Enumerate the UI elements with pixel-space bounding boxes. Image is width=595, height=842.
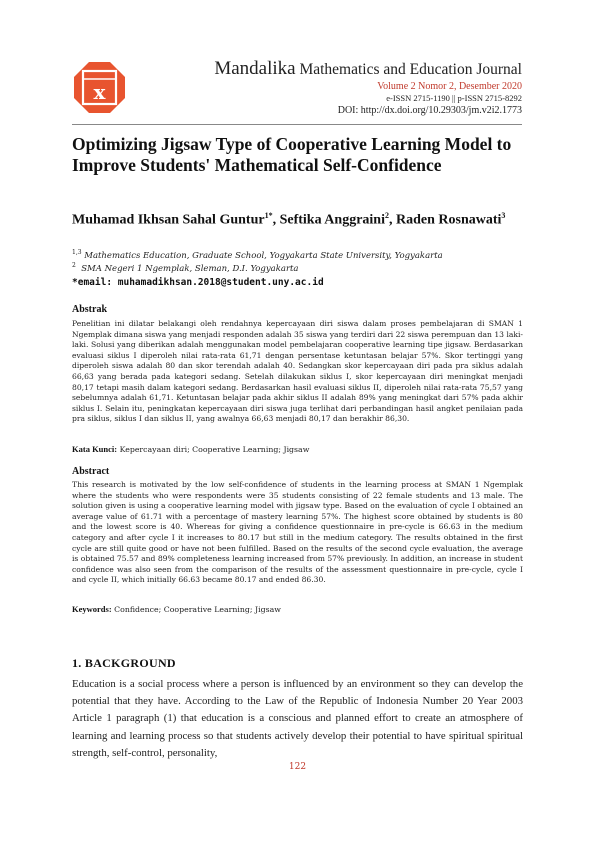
journal-logo-icon: [72, 60, 127, 115]
header-rule: [72, 124, 522, 125]
author-affiliation-mark: 2: [384, 211, 389, 220]
affiliation-mark: 1,3: [72, 249, 82, 256]
journal-issn: e-ISSN 2715-1190 || p-ISSN 2715-8292: [386, 93, 522, 103]
journal-volume: Volume 2 Nomor 2, Desember 2020: [377, 81, 522, 92]
author-affiliation-mark: 3: [501, 211, 506, 220]
keywords: [72, 604, 281, 614]
journal-name-sub: Mathematics and Education Journal: [299, 61, 522, 78]
journal-name-main: Mandalika: [214, 58, 296, 79]
paper-title: Optimizing Jigsaw Type of Cooperative Learning Model to Improve Students' Mathematical Self-Confidence: [72, 134, 512, 175]
journal-doi-link[interactable]: DOI: http://dx.doi.org/10.29303/jm.v2i2.1773: [337, 105, 522, 116]
abstrak-heading: Abstrak: [72, 304, 108, 315]
keywords-value: Confidence; Cooperative Learning; Jigsaw: [114, 605, 281, 614]
affiliation-mark: 2: [72, 262, 76, 269]
kata-kunci-value: Kepercayaan diri; Cooperative Learning; Jigsaw: [119, 445, 310, 454]
affiliation-text: SMA Negeri 1 Ngemplak, Sleman, D.I. Yogyakarta: [81, 263, 299, 274]
author-list: [72, 207, 522, 230]
journal-name: [214, 60, 522, 79]
author-affiliation-mark: 1*: [264, 211, 273, 220]
section-heading: 1. BACKGROUND: [72, 656, 176, 670]
section-body: Education is a social process where a person is influenced by an environment so they can develop the potential that they have. According to the Law of the Republic of Indonesia Number 20 Year 2003 Article 1 paragraph (1) that education is a conscious and planned effort to create an atmosphere of learning and learning process so that students actively develop their potential to have spiritual spiritual strength, self-control, personality,: [72, 678, 523, 759]
affiliation: [72, 260, 522, 275]
abstract-heading: Abstract: [72, 466, 110, 477]
page-number: 122: [288, 762, 307, 772]
author-name: , Raden Rosnawati: [388, 212, 502, 228]
abstract-body: This research is motivated by the low self-confidence of students in the learning process at SMAN 1 Ngemplak where the students who were respondents were 35 students consisting of 22 female students and 13 male. The solution given is using a cooperative learning model with jigsaw type. Based on the evaluation of cycle I obtained an average value of 61.71 with a percentage of mastery learning 57%. The highest score obtained by students is 80 and the lowest score is 40. Whereas for giving a confidence questionnaire in pre-cycle is 66.63 in the medium category and after cycle I it increases to 80.17 but still in the medium category. The results obtained in the first cycle are still quite good or have not been fulfilled. Based on the results of the second cycle evaluation, the average is obtained 75.57 and 89% completeness learning increased from 57% previously. In addition, an increase in student confidence was also seen from the comparison of the results of the assessment questionnaire in pre-cycle, cycle I and cycle II, which initially 66.63 became 80.17 and ended 86.30.: [72, 480, 523, 585]
corresponding-email[interactable]: *email: muhamadikhsan.2018@student.uny.ac.id: [72, 277, 324, 288]
affiliation-text: Mathematics Education, Graduate School, Yogyakarta State University, Yogyakarta: [84, 250, 443, 261]
abstrak-body: Penelitian ini dilatar belakangi oleh rendahnya kepercayaan diri siswa dalam proses pembelajaran di SMAN 1 Ngemplak dimana siswa yang menjadi responden adalah 35 siswa yang terdiri dari 22 siswa perempuan dan 13 laki-laki. Solusi yang diberikan adalah menggunakan model pembelajaran cooperative learning tipe jigsaw. Berdasarkan evaluasi siklus I diperoleh nilai rata-rata 61,71 dengan persentase ketuntasan belajar 57%. Skor tertinggi yang diperoleh siswa adalah 80 dan skor terendah adalah 40. Sedangkan skor kepercayaan diri pada pra siklus adalah 66,63 yang berada pada kategori sedang. Setelah dilakukan siklus I, skor kepercayaan diri meningkat menjadi 80,17 tetapi masih dalam kategori sedang. Berdasarkan hasil evaluasi siklus II, diperoleh nilai rata-rata 75,57 yang sebelumnya adalah 61,71. Ketuntasan belajar pada akhir siklus II adalah 89% yang meningkat dari 57% pada akhir siklus I. Selain itu, peningkatan kepercayaan diri siswa juga terlihat dari perbandingan hasil angket penilaian pada pra siklus, siklus I dan siklus II, yang awalnya 66,63 menjadi 80,17 dan berakhir 86,30.: [72, 319, 523, 424]
keywords-label: Keywords:: [72, 604, 112, 614]
kata-kunci: [72, 444, 309, 454]
journal-logo: [72, 60, 127, 115]
author-name: Muhamad Ikhsan Sahal Guntur: [72, 212, 265, 228]
author-name: , Seftika Anggraini: [272, 212, 385, 228]
logo-glyph: x: [93, 80, 106, 104]
kata-kunci-label: Kata Kunci:: [72, 444, 118, 454]
journal-header: [214, 60, 522, 117]
